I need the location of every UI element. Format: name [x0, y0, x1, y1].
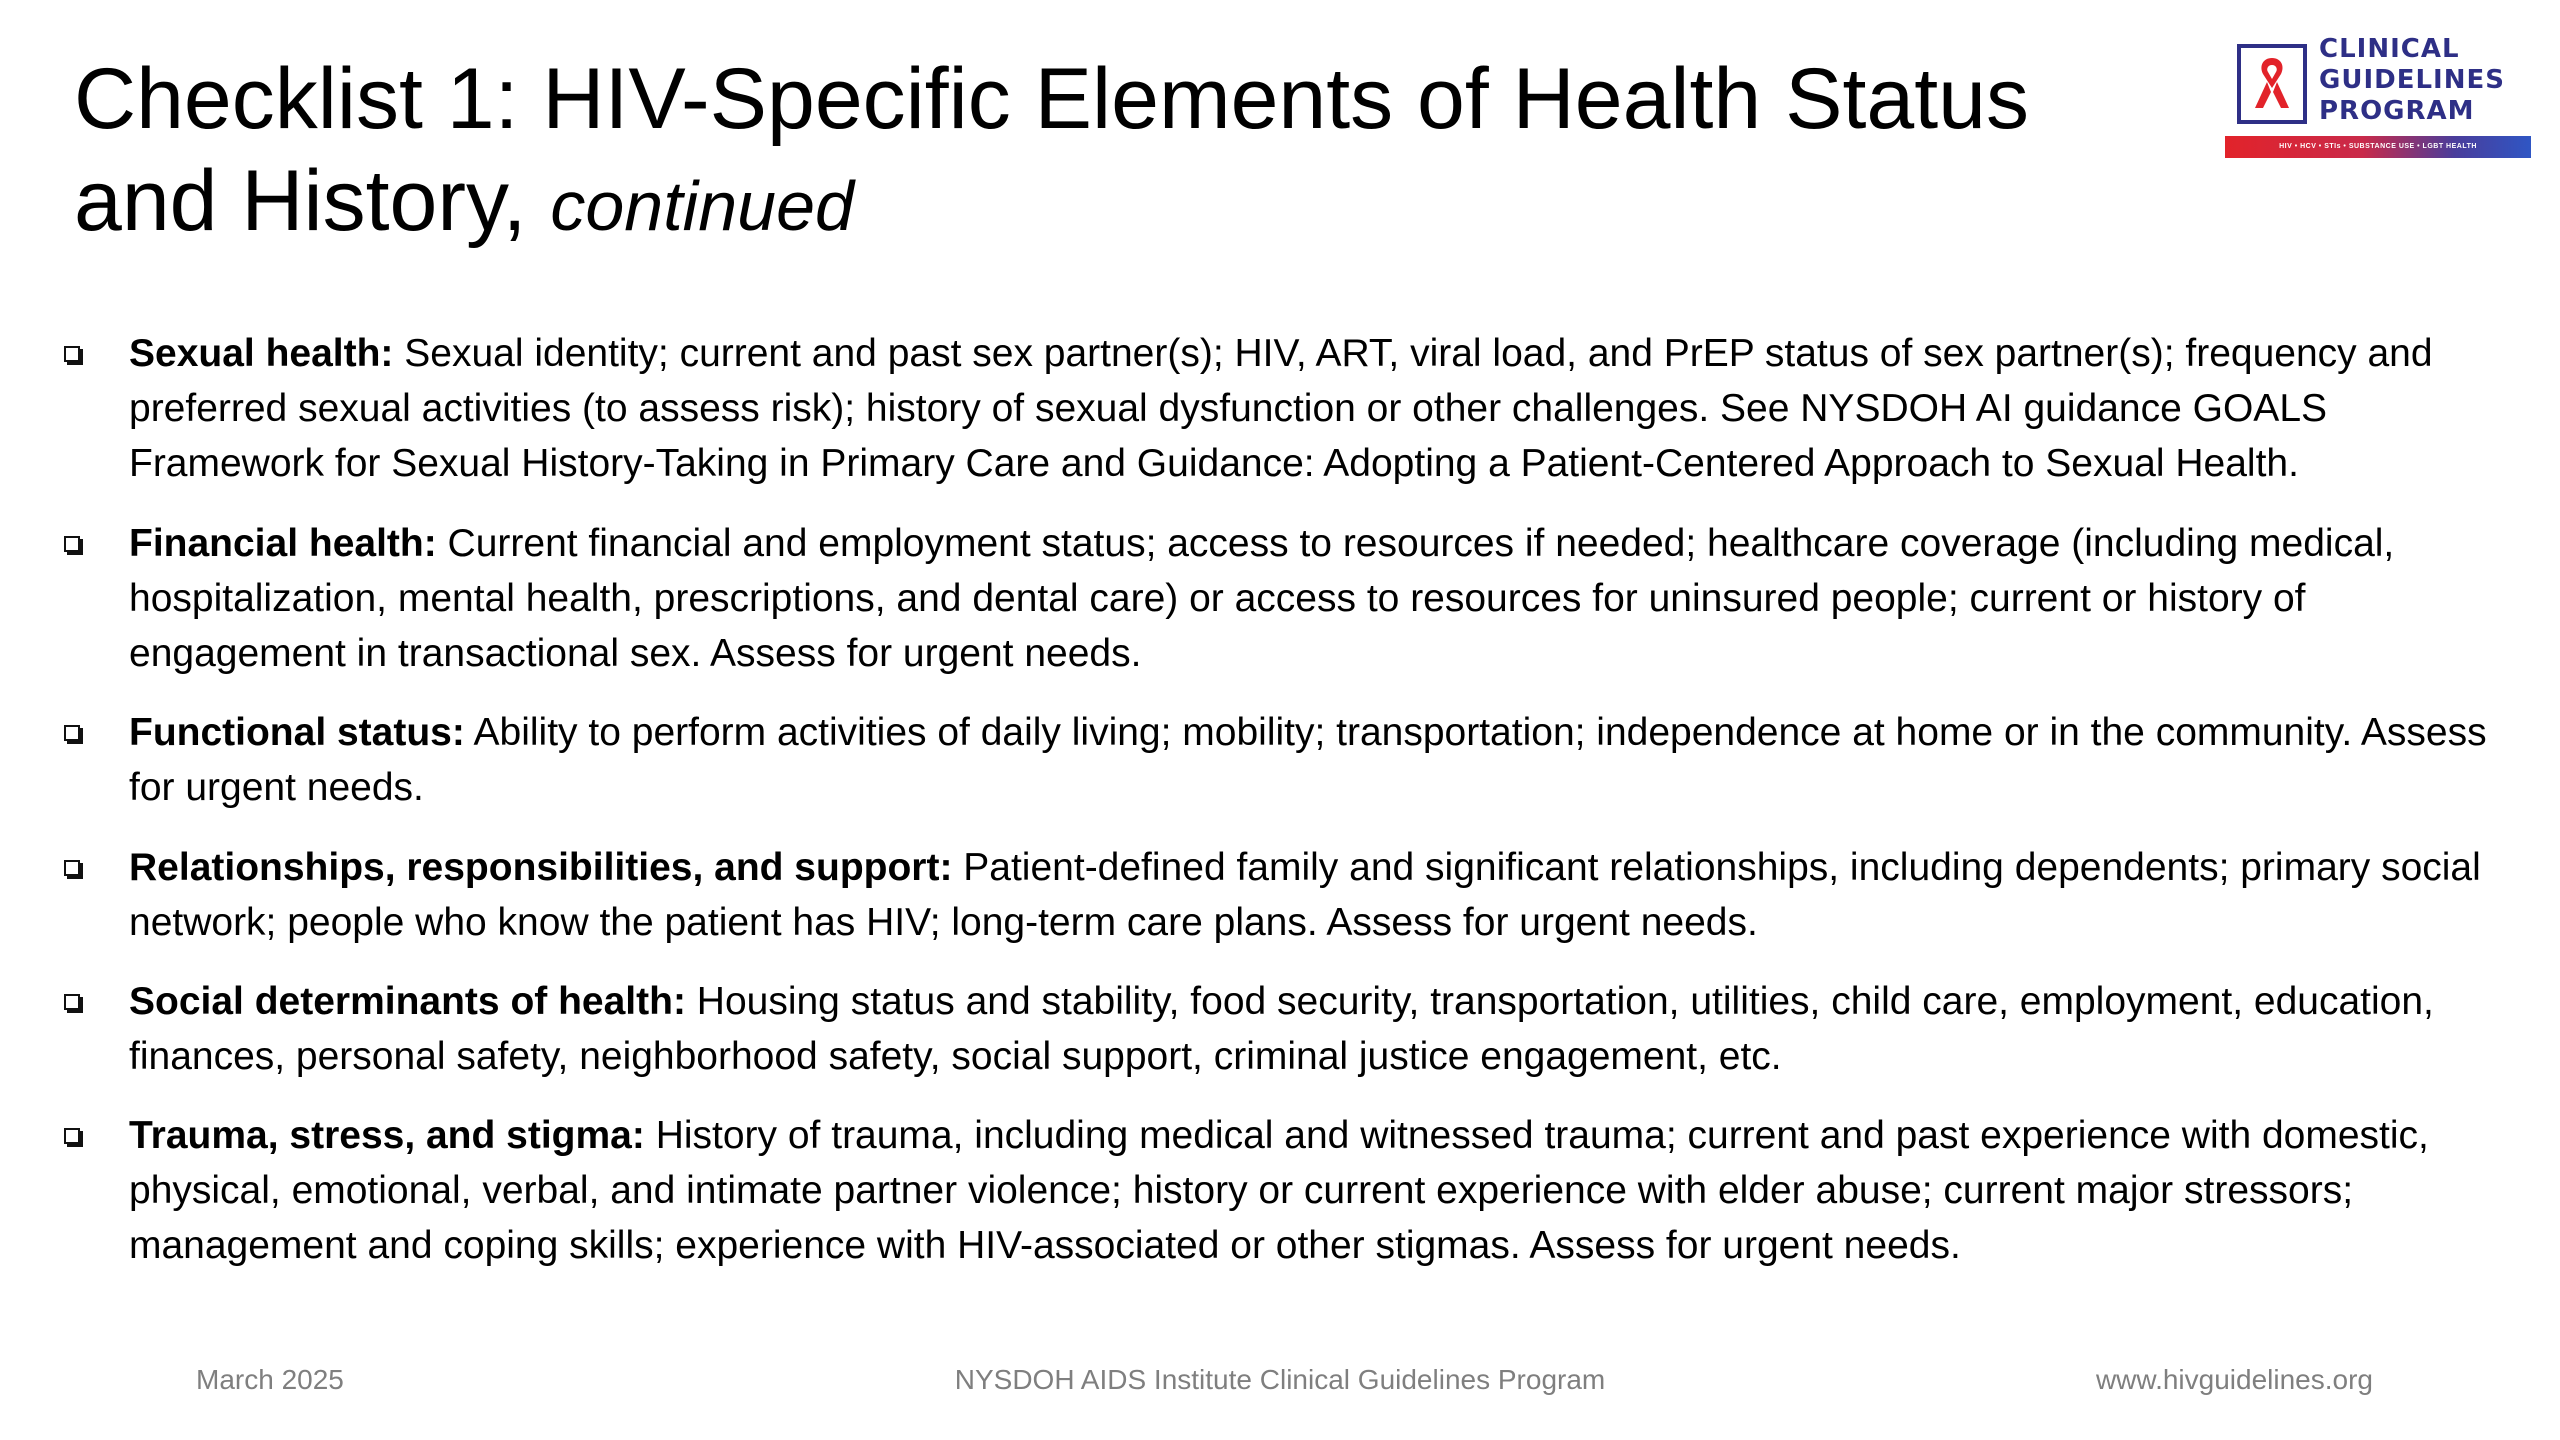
- title-suffix: continued: [550, 167, 854, 245]
- checkbox-bullet-icon: [62, 1126, 82, 1146]
- logo-tagline-bar: [2225, 136, 2531, 158]
- logo-line-2: GUIDELINES: [2319, 65, 2505, 95]
- logo-tagline: HIV • HCV • STIs • SUBSTANCE USE • LGBT HEALTH: [2279, 143, 2477, 150]
- item-body: Current financial and employment status; access to resources if needed; healthcare coverage (including medical, hospitalization, mental health, prescriptions, and dental care) or access to resources for uninsured people; current or history of engagement in transactional sex. Assess for urgent needs.: [129, 522, 2395, 675]
- ribbon-icon: [2237, 44, 2307, 124]
- footer-date: March 2025: [196, 1364, 344, 1395]
- checkbox-bullet-icon: [62, 992, 82, 1012]
- checklist-item-text: [129, 1108, 2529, 1273]
- item-body: Sexual identity; current and past sex partner(s); HIV, ART, viral load, and PrEP status of sex partner(s); frequency and preferred sexual activities (to assess risk); history of sexual dysfunction or other challenges. See NYSDOH AI guidance GOALS Framework for Sexual History-Taking in Primary Care and Guidance: Adopting a Patient-Centered Approach to Sexual Health.: [129, 332, 2433, 485]
- logo-line-3: PROGRAM: [2319, 96, 2475, 126]
- item-label: Trauma, stress, and stigma:: [129, 1114, 645, 1157]
- item-body: Housing status and stability, food security, transportation, utilities, child care, employment, education, finances, personal safety, neighborhood safety, social support, criminal justice engagement, etc.: [129, 980, 2434, 1078]
- checklist-item-text: [129, 974, 2529, 1084]
- item-label: Financial health:: [129, 522, 437, 565]
- checkbox-bullet-icon: [62, 723, 82, 743]
- checklist-item-text: [129, 326, 2529, 491]
- checkbox-bullet-icon: [62, 858, 82, 878]
- checklist-item-text: [129, 705, 2529, 815]
- item-body: Ability to perform activities of daily living; mobility; transportation; independence at home or in the community. Assess for urgent needs.: [129, 711, 2487, 809]
- checkbox-bullet-icon: [62, 344, 82, 364]
- footer-program: NYSDOH AIDS Institute Clinical Guidelines Program: [954, 1364, 1606, 1395]
- checklist-item-text: [129, 516, 2529, 681]
- item-label: Functional status:: [129, 711, 465, 754]
- footer-url[interactable]: www.hivguidelines.org: [2095, 1364, 2373, 1395]
- clinical-guidelines-logo: [2237, 34, 2537, 164]
- item-label: Sexual health:: [129, 332, 394, 375]
- checkbox-bullet-icon: [62, 534, 82, 554]
- logo-wordmark: [2319, 34, 2539, 127]
- slide-title: [74, 48, 2074, 257]
- item-body: History of trauma, including medical and witnessed trauma; current and past experience with domestic, physical, emotional, verbal, and intimate partner violence; history or current experience with elder abuse; current major stressors; management and coping skills; experience with HIV-associated or other stigmas. Assess for urgent needs.: [129, 1114, 2429, 1267]
- item-body: Patient-defined family and significant relationships, including dependents; primary social network; people who know the patient has HIV; long-term care plans. Assess for urgent needs.: [129, 846, 2481, 944]
- logo-line-1: CLINICAL: [2319, 34, 2460, 64]
- checklist-item-text: [129, 840, 2529, 950]
- title-main: Checklist 1: HIV-Specific Elements of Health Status and History,: [74, 51, 2029, 249]
- item-label: Social determinants of health:: [129, 980, 686, 1023]
- item-label: Relationships, responsibilities, and support:: [129, 846, 953, 889]
